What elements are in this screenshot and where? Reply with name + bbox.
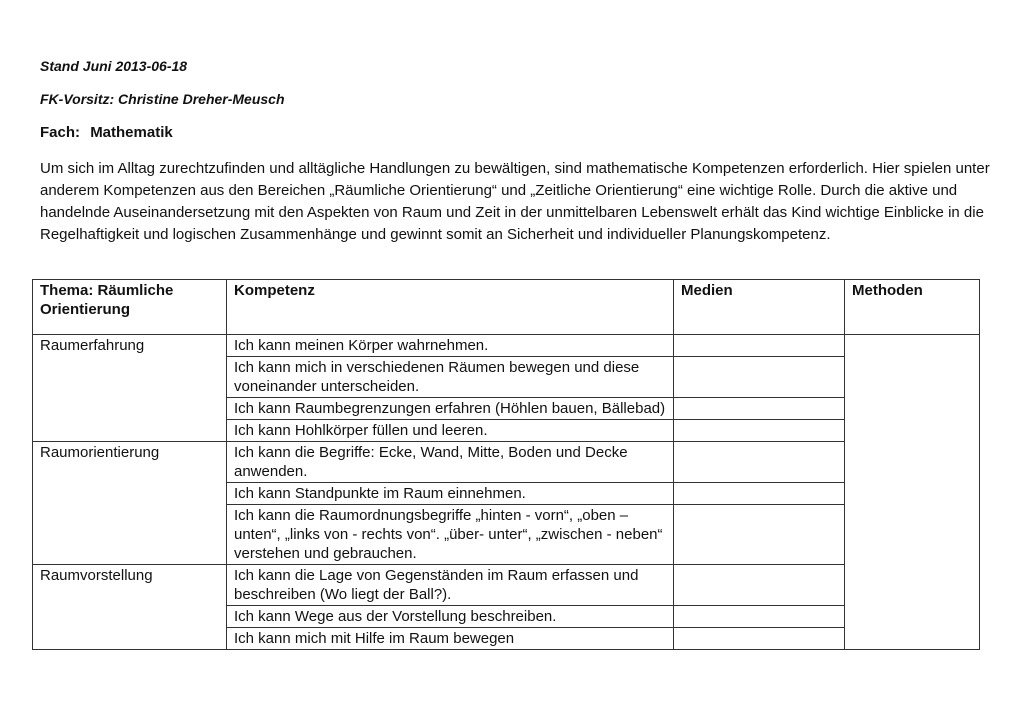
medien-cell [674,628,845,650]
stand-date: Stand Juni 2013-06-18 [40,58,188,74]
table-header-row [33,280,980,335]
table-row [33,442,980,483]
subject-value: Mathematik [90,124,173,141]
intro-paragraph: Um sich im Alltag zurechtzufinden und alltägliche Handlungen zu bewältigen, sind mathematische Kompetenzen erforderlich. Hier spielen unter anderem Kompetenzen aus den Bereichen „Räumliche Orientierung“ und „Zeitliche Orientierung“ eine wichtige Rolle. Durch die aktive und handelnde Auseinandersetzung mit den Aspekten von Raum und Zeit in der unmittelbaren Lebenswelt erhält das Kind wichtige Einblicke in die Regelhaftigkeit und logischen Zusammenhänge und gewinnt somit an Sicherheit und individueller Planungskompetenz. [40,160,990,243]
subject-line [40,124,173,141]
medien-cell [674,357,845,398]
kompetenz-cell: Ich kann die Lage von Gegenständen im Raum erfassen und beschreiben (Wo liegt der Ball?). [227,565,674,606]
competence-table [32,279,980,650]
subject-label: Fach: [40,124,81,141]
thema-cell: Raumvorstellung [33,565,227,650]
header-medien: Medien [674,280,845,335]
kompetenz-cell: Ich kann Standpunkte im Raum einnehmen. [227,483,674,505]
table-row [33,335,980,357]
thema-cell: Raumorientierung [33,442,227,565]
medien-cell [674,565,845,606]
fk-vorsitz: FK-Vorsitz: Christine Dreher-Meusch [40,91,285,107]
kompetenz-cell: Ich kann Hohlkörper füllen und leeren. [227,420,674,442]
kompetenz-cell: Ich kann meinen Körper wahrnehmen. [227,335,674,357]
kompetenz-cell: Ich kann die Raumordnungsbegriffe „hinten - vorn“, „oben – unten“, „links von - rechts von“. „über- unter“, „zwischen - neben“ verstehen und gebrauchen. [227,505,674,565]
medien-cell [674,335,845,357]
methoden-cell [845,335,980,650]
kompetenz-cell: Ich kann mich mit Hilfe im Raum bewegen [227,628,674,650]
thema-cell: Raumerfahrung [33,335,227,442]
medien-cell [674,420,845,442]
kompetenz-cell: Ich kann mich in verschiedenen Räumen bewegen und diese voneinander unterscheiden. [227,357,674,398]
header-kompetenz: Kompetenz [227,280,674,335]
kompetenz-cell: Ich kann die Begriffe: Ecke, Wand, Mitte, Boden und Decke anwenden. [227,442,674,483]
kompetenz-cell: Ich kann Wege aus der Vorstellung beschreiben. [227,606,674,628]
kompetenz-cell: Ich kann Raumbegrenzungen erfahren (Höhlen bauen, Bällebad) [227,398,674,420]
medien-cell [674,442,845,483]
table-row [33,565,980,606]
header-thema: Thema: Räumliche Orientierung [33,280,227,335]
medien-cell [674,398,845,420]
header-methoden: Methoden [845,280,980,335]
medien-cell [674,483,845,505]
medien-cell [674,505,845,565]
medien-cell [674,606,845,628]
